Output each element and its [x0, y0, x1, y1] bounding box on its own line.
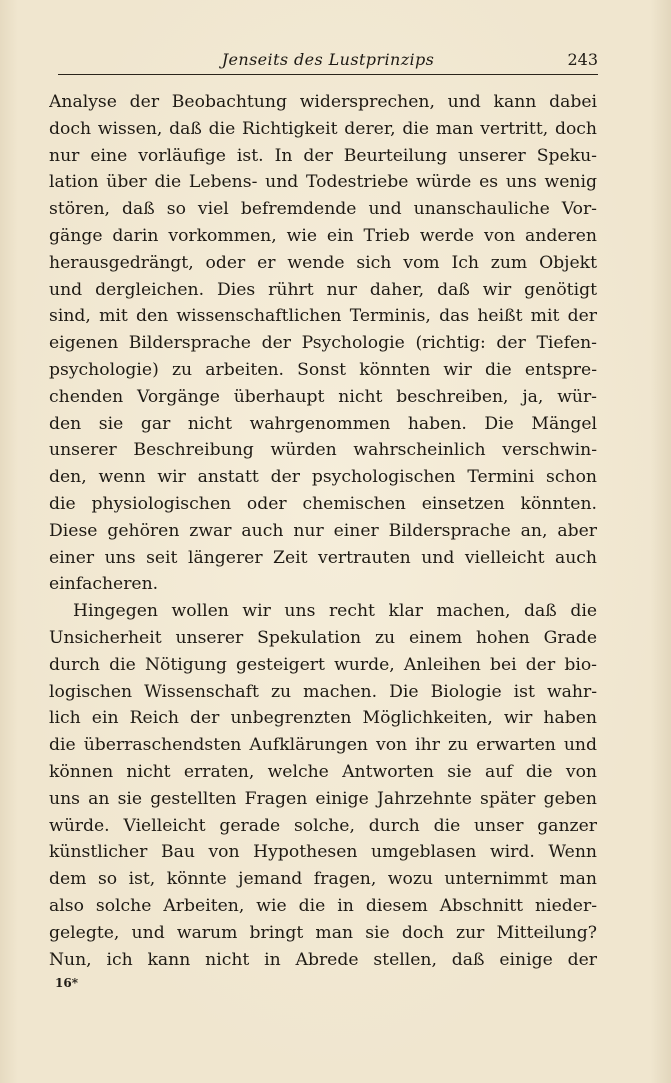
text-line: Nun, ich kann nicht in Abrede stellen, daß einige der — [49, 949, 597, 970]
page-number: 243 — [567, 50, 598, 69]
text-line: lich ein Reich der unbegrenzten Möglichkeiten, wir haben — [49, 708, 597, 729]
paragraph-2 — [49, 598, 597, 973]
text-line: dem so ist, könnte jemand fragen, wozu unternimmt man — [49, 869, 597, 890]
text-line: logischen Wissenschaft zu machen. Die Biologie ist wahr- — [49, 681, 597, 702]
text-line: würde. Vielleicht gerade solche, durch die unser ganzer — [49, 815, 597, 836]
text-line: herausgedrängt, oder er wende sich vom Ich zum Objekt — [49, 252, 597, 273]
running-title: Jenseits des Lustprinzips — [221, 50, 435, 69]
text-line: doch wissen, daß die Richtigkeit derer, die man vertritt, doch — [49, 118, 597, 139]
text-line: künstlicher Bau von Hypothesen umgeblasen wird. Wenn — [49, 842, 597, 863]
text-line: einfacheren. — [49, 574, 159, 595]
text-line: die physiologischen oder chemischen einsetzen könnten. — [49, 493, 597, 514]
text-line: eigenen Bildersprache der Psychologie (richtig: der Tiefen- — [49, 333, 597, 354]
text-line: und dergleichen. Dies rührt nur daher, daß wir genötigt — [49, 279, 597, 300]
running-header — [58, 46, 598, 74]
text-line: den sie gar nicht wahrgenommen haben. Die Mängel — [49, 413, 597, 434]
text-line: Analyse der Beobachtung widersprechen, und kann dabei — [49, 92, 597, 112]
text-line: nur eine vorläufige ist. In der Beurteilung unserer Speku- — [49, 145, 597, 166]
text-line: die überraschendsten Aufklärungen von ihr zu erwarten und — [49, 735, 597, 756]
paragraph-1 — [49, 89, 597, 598]
signature-mark: 16* — [55, 976, 78, 990]
text-line: können nicht erraten, welche Antworten sie auf die von — [49, 761, 597, 782]
header-rule — [58, 74, 598, 75]
text-line: unserer Beschreibung würden wahrscheinlich verschwin- — [49, 440, 597, 461]
text-line: sind, mit den wissenschaftlichen Terminis, das heißt mit der — [49, 306, 597, 327]
text-line: durch die Nötigung gesteigert wurde, Anleihen bei der bio- — [49, 654, 597, 675]
text-line: chenden Vorgänge überhaupt nicht beschreiben, ja, wür- — [49, 386, 597, 407]
body-text — [49, 89, 597, 973]
text-line: also solche Arbeiten, wie die in diesem Abschnitt nieder- — [49, 895, 597, 916]
text-line: einer uns seit längerer Zeit vertrauten und vielleicht auch — [49, 547, 597, 568]
text-line: gänge darin vorkommen, wie ein Trieb werde von anderen — [49, 225, 597, 246]
text-line: den, wenn wir anstatt der psychologischen Termini schon — [49, 467, 597, 488]
text-line: stören, daß so viel befremdende und unanschauliche Vor- — [49, 199, 597, 220]
text-line: Diese gehören zwar auch nur einer Bildersprache an, aber — [49, 520, 597, 541]
text-line: Unsicherheit unserer Spekulation zu einem hohen Grade — [49, 627, 597, 648]
text-line: gelegte, und warum bringt man sie doch zur Mitteilung? — [49, 922, 597, 943]
text-line: Hingegen wollen wir uns recht klar machen, daß die — [73, 601, 597, 622]
text-line: uns an sie gestellten Fragen einige Jahrzehnte später geben — [49, 788, 597, 809]
text-line: lation über die Lebens- und Todestriebe würde es uns wenig — [49, 172, 597, 193]
text-line: psychologie) zu arbeiten. Sonst könnten wir die entspre- — [49, 359, 597, 380]
